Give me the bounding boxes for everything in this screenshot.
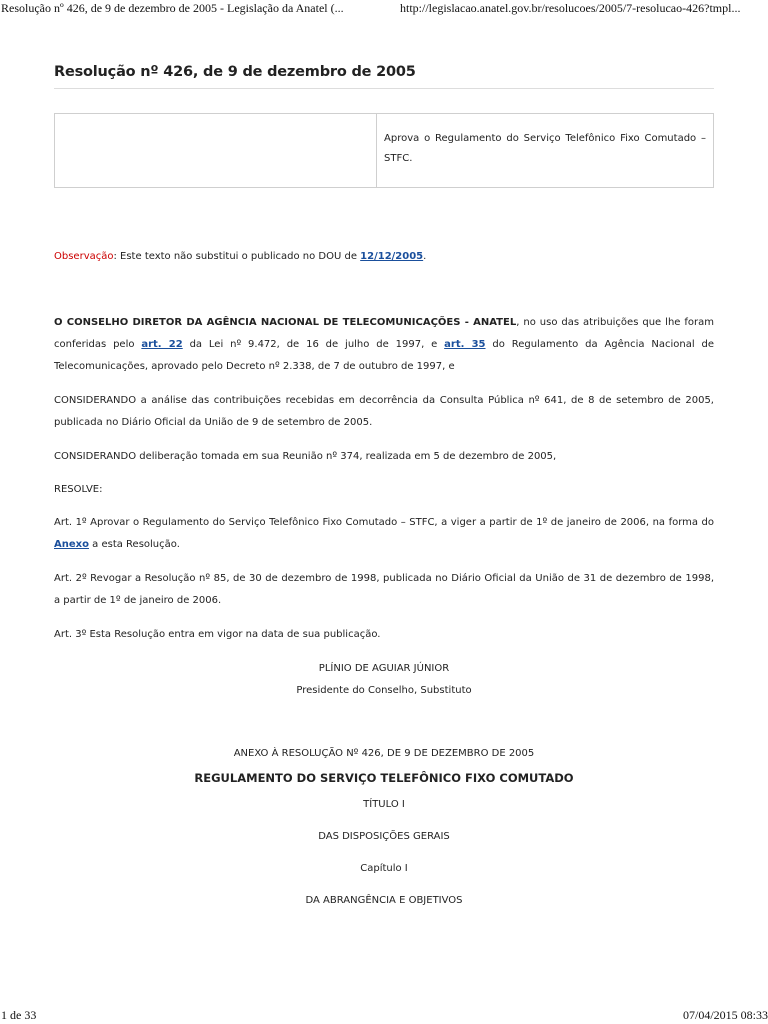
ementa-table (54, 113, 714, 188)
capitulo-name: DA ABRANGÊNCIA E OBJETIVOS (305, 895, 463, 906)
dou-date-link[interactable]: 12/12/2005 (360, 251, 424, 262)
print-header-url: http://legislacao.anatel.gov.br/resolucoes/2005/7-resolucao-426?tmpl... (400, 1, 741, 15)
preamble-paragraph (54, 312, 714, 378)
document-body (54, 64, 714, 906)
anexo-link[interactable]: Anexo (54, 539, 89, 550)
titulo-name: DAS DISPOSIÇÕES GERAIS (318, 831, 450, 842)
regulation-title: REGULAMENTO DO SERVIÇO TELEFÔNICO FIXO COMUTADO (194, 771, 574, 785)
signatory-name: PLÍNIO DE AGUIAR JÚNIOR (318, 663, 450, 674)
article-1 (54, 512, 714, 556)
article-1-text: Art. 1º Aprovar o Regulamento do Serviço Telefônico Fixo Comutado – STFC, a viger a partir de 1º de janeiro de 2006, na forma do (54, 517, 714, 528)
article-3: Art. 3º Esta Resolução entra em vigor na data de sua publicação. (54, 629, 381, 640)
preamble-text-2: da Lei nº 9.472, de 16 de julho de 1997, e (182, 339, 445, 350)
resolve-label: RESOLVE: (54, 484, 103, 495)
print-header (0, 1, 768, 17)
preamble-text-1: , no uso das atribuições que lhe foram conferidas pelo (54, 317, 715, 350)
considerando-1: CONSIDERANDO a análise das contribuições recebidas em decorrência da Consulta Pública nº 641, de 8 de setembro de 2005, publicada no Diário Oficial da União de 9 de setembro de 2005. (54, 395, 714, 428)
capitulo-label: Capítulo I (360, 863, 408, 874)
observation-label: Observação (54, 251, 114, 262)
observation-end: . (423, 251, 427, 262)
titulo-label: TÍTULO I (363, 799, 405, 810)
observation-text: : Este texto não substitui o publicado no DOU de (113, 251, 361, 262)
ementa-empty-cell (55, 114, 377, 188)
art-22-link[interactable]: art. 22 (141, 339, 183, 350)
preamble-text-3: do Regulamento da Agência Nacional de Telecomunicações, aprovado pelo Decreto nº 2.338, de 7 de outubro de 1997, e (54, 339, 715, 372)
page-title: Resolução nº 426, de 9 de dezembro de 2005 (54, 64, 714, 89)
ementa-text: Aprova o Regulamento do Serviço Telefônico Fixo Comutado – STFC. (377, 114, 714, 188)
print-timestamp: 07/04/2015 08:33 (682, 1008, 768, 1022)
signature-block (54, 658, 714, 702)
considerando-2: CONSIDERANDO deliberação tomada em sua Reunião nº 374, realizada em 5 de dezembro de 2005, (54, 451, 557, 462)
article-1-end: a esta Resolução. (88, 539, 180, 550)
annex-heading: ANEXO À RESOLUÇÃO Nº 426, DE 9 DE DEZEMBRO DE 2005 (233, 748, 535, 759)
art-35-link[interactable]: art. 35 (444, 339, 486, 350)
council-name: O CONSELHO DIRETOR DA AGÊNCIA NACIONAL DE TELECOMUNICAÇÕES - ANATEL (54, 317, 517, 328)
article-2: Art. 2º Revogar a Resolução nº 85, de 30 de dezembro de 1998, publicada no Diário Oficial da União de 31 de dezembro de 1998, a partir de 1º de janeiro de 2006. (54, 573, 714, 606)
print-header-page-title: Resolução nº 426, de 9 de dezembro de 2005 - Legislação da Anatel (... (1, 1, 344, 15)
page-counter: 1 de 33 (1, 1008, 37, 1022)
print-footer (0, 1008, 768, 1024)
signatory-role: Presidente do Conselho, Substituto (296, 685, 472, 696)
observation-note (54, 246, 714, 268)
